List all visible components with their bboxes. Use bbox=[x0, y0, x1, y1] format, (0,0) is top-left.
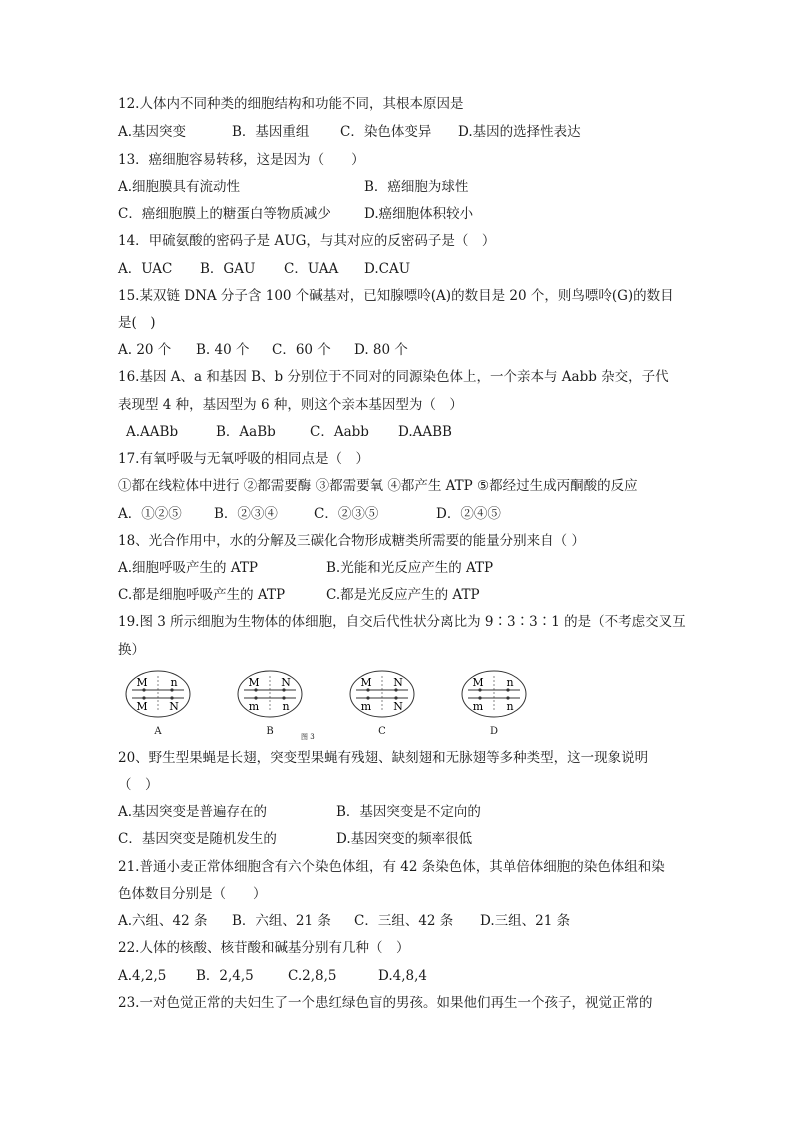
question-20-stem-line-2: （ ） bbox=[118, 777, 159, 793]
cell-b-bottom-right-allele: n bbox=[282, 700, 290, 713]
question-16-option-b: B．AaBb bbox=[216, 424, 276, 440]
cell-a-top-left-allele: M bbox=[136, 676, 148, 689]
cell-b-letter: B bbox=[266, 726, 274, 737]
question-22-option-b: B．2,4,5 bbox=[196, 968, 254, 984]
question-18-option-c: C.都是细胞呼吸产生的 ATP bbox=[118, 587, 286, 603]
question-19-stem-line-2: 换） bbox=[118, 642, 145, 658]
question-21-stem-line-1: 21.普通小麦正常体细胞含有六个染色体组，有 42 条染色体，其单倍体细胞的染色体组和染 bbox=[118, 859, 665, 875]
question-22-option-d: D.4,8,4 bbox=[378, 968, 427, 984]
question-13-option-b: B．癌细胞为球性 bbox=[364, 179, 469, 195]
question-17-stem: 17.有氧呼吸与无氧呼吸的相同点是（ ） bbox=[118, 451, 369, 467]
question-14-option-a: A．UAC bbox=[118, 261, 173, 277]
cell-d-bottom-right-allele: n bbox=[506, 700, 514, 713]
question-12-option-d: D.基因的选择性表达 bbox=[458, 124, 581, 140]
question-16-stem-line-2: 表现型 4 种，基因型为 6 种，则这个亲本基因型为（ ） bbox=[118, 397, 463, 413]
question-16-option-c: C．Aabb bbox=[310, 424, 369, 440]
question-18-stem: 18、光合作用中，水的分解及三碳化合物形成糖类所需要的能量分别来自（ ） bbox=[118, 533, 585, 549]
cell-c-bottom-right-allele: N bbox=[393, 700, 403, 713]
question-15-stem-line-2: 是( ) bbox=[118, 315, 156, 331]
cell-c-top-left-allele: M bbox=[360, 676, 372, 689]
question-14-stem: 14．甲硫氨酸的密码子是 AUG，与其对应的反密码子是（ ） bbox=[118, 233, 496, 249]
question-14-option-d: D.CAU bbox=[364, 261, 411, 277]
question-15-stem-line-1: 15.某双链 DNA 分子含 100 个碱基对，已知腺嘌呤(A)的数目是 20 个，则鸟嘌呤(G)的数目 bbox=[118, 288, 674, 304]
cell-b-bottom-left-allele: m bbox=[248, 700, 260, 713]
question-18-option-b: B.光能和光反应产生的 ATP bbox=[326, 560, 494, 576]
question-15-option-c: C．60 个 bbox=[272, 342, 331, 358]
question-17-option-c: C．②③⑤ bbox=[314, 506, 379, 522]
question-22-stem: 22.人体的核酸、核苷酸和碱基分别有几种（ ） bbox=[118, 940, 410, 956]
question-18-option-a: A.细胞呼吸产生的 ATP bbox=[118, 560, 258, 576]
question-17-option-b: B．②③④ bbox=[214, 506, 278, 522]
cell-c-letter: C bbox=[378, 726, 386, 737]
question-17-option-a: A．①②⑤ bbox=[118, 506, 182, 522]
question-18-option-d: C.都是光反应产生的 ATP bbox=[326, 587, 480, 603]
cell-a-top-right-allele: n bbox=[170, 676, 178, 689]
question-20-option-d: D.基因突变的频率很低 bbox=[336, 831, 473, 847]
question-15-option-b: B. 40 个 bbox=[196, 342, 250, 358]
question-16-stem-line-1: 16.基因 A、a 和基因 B、b 分别位于不同对的同源染色体上，一个亲本与 Aabb 杂交，子代 bbox=[118, 369, 669, 385]
question-13-stem: 13．癌细胞容易转移，这是因为（ ） bbox=[118, 152, 365, 168]
question-20-stem-line-1: 20、野生型果蝇是长翅，突变型果蝇有残翅、缺刻翅和无脉翅等多种类型，这一现象说明 bbox=[118, 750, 649, 766]
question-14-option-b: B．GAU bbox=[200, 261, 256, 277]
cell-figure-a bbox=[118, 668, 198, 740]
cell-d-top-right-allele: n bbox=[506, 676, 514, 689]
question-19-stem-line-1: 19.图 3 所示细胞为生物体的体细胞，自交后代性状分离比为 9∶3∶3∶1 的是（不考虑交叉互 bbox=[118, 614, 686, 630]
cell-d-top-left-allele: M bbox=[472, 676, 484, 689]
cell-b-top-right-allele: N bbox=[281, 676, 291, 689]
question-13-option-a: A.细胞膜具有流动性 bbox=[118, 179, 241, 195]
question-16-option-d: D.AABB bbox=[398, 424, 452, 440]
cell-figure-b bbox=[230, 668, 310, 740]
question-20-option-b: B．基因突变是不定向的 bbox=[336, 804, 481, 820]
cell-b-top-left-allele: M bbox=[248, 676, 260, 689]
figure-3 bbox=[118, 668, 538, 740]
cell-d-bottom-left-allele: m bbox=[472, 700, 484, 713]
cell-a-bottom-right-allele: N bbox=[169, 700, 179, 713]
question-13-option-c: C．癌细胞膜上的糖蛋白等物质减少 bbox=[118, 206, 331, 222]
question-17-statements: ①都在线粒体中进行 ②都需要酶 ③都需要氧 ④都产生 ATP ⑤都经过生成丙酮酸的反应 bbox=[118, 478, 638, 494]
question-20-option-a: A.基因突变是普遍存在的 bbox=[118, 804, 268, 820]
question-15-option-d: D. 80 个 bbox=[354, 342, 408, 358]
question-17-option-d: D．②④⑤ bbox=[436, 506, 501, 522]
cell-a-letter: A bbox=[154, 726, 162, 737]
cell-c-bottom-left-allele: m bbox=[360, 700, 372, 713]
question-21-option-a: A.六组、42 条 bbox=[118, 913, 208, 929]
question-16-option-a: A.AABb bbox=[126, 424, 179, 440]
question-13-option-d: D.癌细胞体积较小 bbox=[364, 206, 474, 222]
figure-caption: 图 3 bbox=[301, 733, 315, 741]
question-12-option-b: B．基因重组 bbox=[232, 124, 310, 140]
question-21-option-c: C．三组、42 条 bbox=[354, 913, 454, 929]
question-12-option-a: A.基因突变 bbox=[118, 124, 187, 140]
question-12-option-c: C．染色体变异 bbox=[340, 124, 432, 140]
question-21-option-b: B．六组、21 条 bbox=[232, 913, 331, 929]
question-22-option-a: A.4,2,5 bbox=[118, 968, 167, 984]
cell-a-bottom-left-allele: M bbox=[136, 700, 148, 713]
question-21-option-d: D.三组、21 条 bbox=[480, 913, 571, 929]
question-12-stem: 12.人体内不同种类的细胞结构和功能不同，其根本原因是 bbox=[118, 96, 464, 112]
question-14-option-c: C．UAA bbox=[284, 261, 339, 277]
cell-d-letter: D bbox=[489, 726, 499, 737]
question-23-stem: 23.一对色觉正常的夫妇生了一个患红绿色盲的男孩。如果他们再生一个孩子，视觉正常的 bbox=[118, 995, 653, 1011]
question-20-option-c: C．基因突变是随机发生的 bbox=[118, 831, 277, 847]
question-15-option-a: A. 20 个 bbox=[118, 342, 172, 358]
question-22-option-c: C.2,8,5 bbox=[288, 968, 337, 984]
cell-c-top-right-allele: N bbox=[393, 676, 403, 689]
cell-figure-d bbox=[454, 668, 534, 740]
question-21-stem-line-2: 色体数目分别是（ ） bbox=[118, 886, 267, 902]
cell-figure-c bbox=[342, 668, 422, 740]
